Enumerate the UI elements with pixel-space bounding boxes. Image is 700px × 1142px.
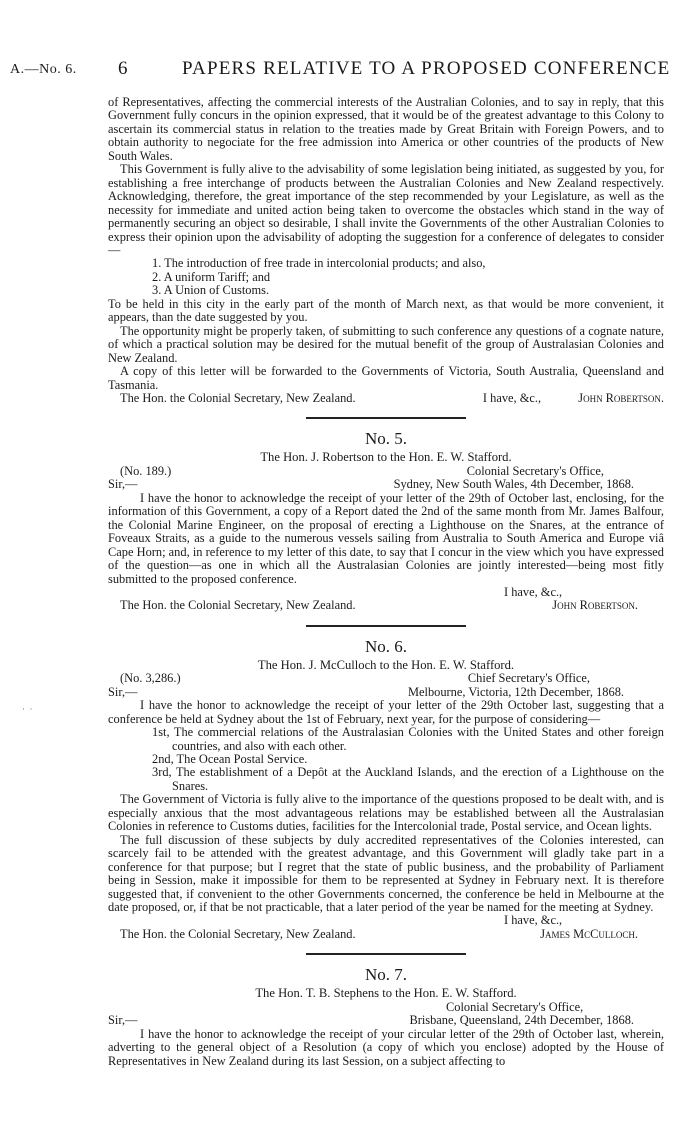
- addressee: The Hon. the Colonial Secretary, New Zealand.: [120, 926, 356, 941]
- letter-continuation: [108, 96, 664, 405]
- closing-row: [108, 392, 664, 405]
- list-item: 1st, The commercial relations of the Australasian Colonies with the United States and other foreign countries, and also with each other.: [152, 725, 664, 753]
- closing: I have, &c.,: [482, 390, 542, 405]
- closing: I have, &c.,: [504, 584, 563, 599]
- list-item: 3rd, The establishment of a Depôt at the Auckland Islands, and the erection of a Lighthouse on the Snares.: [152, 765, 664, 793]
- paragraph: I have the honor to acknowledge the receipt of your letter of the 29th October last, suggesting that a conference be held at Sydney about the 1st of February, next year, for the purpose of considering—: [108, 698, 664, 726]
- salutation: Sir,—: [108, 477, 138, 492]
- addressee: The Hon. the Colonial Secretary, New Zealand.: [120, 598, 356, 613]
- paragraph: I have the honor to acknowledge the receipt of your letter of the 29th of October last, enclosing, for the information of this Government, a copy of a Report dated the 2nd of the same month from Mr. James Balfour, the Colonial Marine Engineer, on the proposal of erecting a Lighthouse on the Snares, at the entrance of Foveaux Straits, as a guide to the numerous vessels sailing from Australia to South America and Europe viâ Cape Horn; and, in reference to my letter of this date, to say that I concur in the view which you have expressed of the question—as one in which all the Australasian Colonies are jointly interested—being most fitly submitted to the proposed conference.: [108, 490, 664, 586]
- paragraph: I have the honor to acknowledge the receipt of your circular letter of the 29th of October last, wherein, adverting to the general object of a Resolution (a copy of which you enclose) adopted by the House of Representatives in New Zealand during its last Session, on a subject affecting to: [108, 1026, 664, 1068]
- letter-no-5: [108, 429, 664, 612]
- letter-from-to: The Hon. J. Robertson to the Hon. E. W. Stafford.: [260, 450, 512, 465]
- letter-from-to: The Hon. J. McCulloch to the Hon. E. W. Stafford.: [257, 657, 515, 672]
- paper-reference: A.—No. 6.: [10, 62, 77, 77]
- page-number: 6: [118, 58, 128, 79]
- letter-from-to: The Hon. T. B. Stephens to the Hon. E. W. Stafford.: [255, 986, 517, 1001]
- margin-mark: · ·: [22, 704, 33, 714]
- letter-number: No. 7.: [364, 965, 408, 985]
- list-item: 3. A Union of Customs.: [152, 283, 270, 298]
- letter-ref-number: (No. 189.): [120, 463, 172, 478]
- paragraph: The full discussion of these subjects by duly accredited representatives of the Colonies interested, can scarcely fail to be attended with the greatest advantage, and this Government will gladly take part in a conference for that purpose; but I regret that the state of public business, and the probability of Parliament being in Session, make it impossible for them to be represented at Sydney in February next. It is therefore suggested that, if convenient to the other Governments concerned, the conference be held in Melbourne at the date proposed, or, if that be not practicable, that a later period of the year be named for the meeting at Sydney.: [108, 832, 664, 915]
- place-date: Melbourne, Victoria, 12th December, 1868.: [408, 684, 624, 699]
- place-date: Sydney, New South Wales, 4th December, 1868.: [393, 477, 634, 492]
- paragraph: This Government is fully alive to the advisability of some legislation being initiated, as suggested by you, for establishing a free interchange of products between the Australian Colonies and New Zealand respectively. Acknowledging, therefore, the great importance of the step recommended by your Legislature, as well as the necessity for immediate and united action being taken to overcome the obstacles which stand in the way of permanently securing an object so desirable, I shall invite the Governments of the other Australian Colonies to express their opinion upon the advisability of adopting the suggestion for a conference of delegates to consider—: [108, 162, 664, 257]
- place-date: Brisbane, Queensland, 24th December, 1868.: [409, 1013, 634, 1028]
- closing: I have, &c.,: [504, 913, 563, 928]
- salutation: Sir,—: [108, 1013, 138, 1028]
- signature: John Robertson.: [578, 390, 664, 405]
- signature: James McCulloch.: [540, 926, 638, 941]
- letter-number: No. 6.: [364, 636, 408, 656]
- document-body: [108, 96, 664, 1068]
- list-item: 1. The introduction of free trade in intercolonial products; and also,: [152, 256, 486, 271]
- salutation: Sir,—: [108, 684, 138, 699]
- letter-ref-number: (No. 3,286.): [120, 671, 181, 686]
- signature: John Robertson.: [552, 598, 638, 613]
- addressee: The Hon. the Colonial Secretary, New Zealand.: [120, 390, 356, 405]
- letter-no-7: [108, 965, 664, 1068]
- letter-office: Colonial Secretary's Office,: [446, 999, 584, 1014]
- letter-office: Chief Secretary's Office,: [467, 671, 590, 686]
- section-divider: [306, 953, 466, 955]
- list-item: 2. A uniform Tariff; and: [152, 269, 271, 284]
- letter-office: Colonial Secretary's Office,: [466, 463, 604, 478]
- running-title: PAPERS RELATIVE TO A PROPOSED CONFERENCE: [182, 58, 671, 79]
- list-item: 2nd, The Ocean Postal Service.: [152, 752, 308, 767]
- paragraph: The opportunity might be properly taken, of submitting to such conference any questions of a cognate nature, of which a practical solution may be desired for the mutual benefit of the group of Australasian Colonies and New Zealand.: [108, 323, 664, 365]
- section-divider: [306, 417, 466, 419]
- paragraph: To be held in this city in the early part of the month of March next, as that would be more convenient, it appears, than the date suggested by you.: [108, 296, 664, 325]
- page-header: [10, 58, 690, 80]
- paragraph: The Government of Victoria is fully alive to the importance of the questions proposed to be dealt with, and is especially anxious that the most advantageous relations may be established between all the Australasian Colonies in reference to Customs duties, facilities for the Intercolonial trade, Postal service, and Ocean lights.: [108, 792, 664, 834]
- letter-number: No. 5.: [364, 429, 408, 449]
- letter-no-6: [108, 637, 664, 942]
- section-divider: [306, 625, 466, 627]
- paragraph: of Representatives, affecting the commercial interests of the Australian Colonies, and to say in reply, that this Government fully concurs in the opinion expressed, that it would be of the greatest advantage to this Colony to ascertain its commercial status in relation to the treaties made by Great Britain with Foreign Powers, and to obtain authority to negociate for the free admission into America or other countries of the products of New South Wales.: [108, 95, 664, 163]
- paragraph: A copy of this letter will be forwarded to the Governments of Victoria, South Australia, Queensland and Tasmania.: [108, 364, 664, 392]
